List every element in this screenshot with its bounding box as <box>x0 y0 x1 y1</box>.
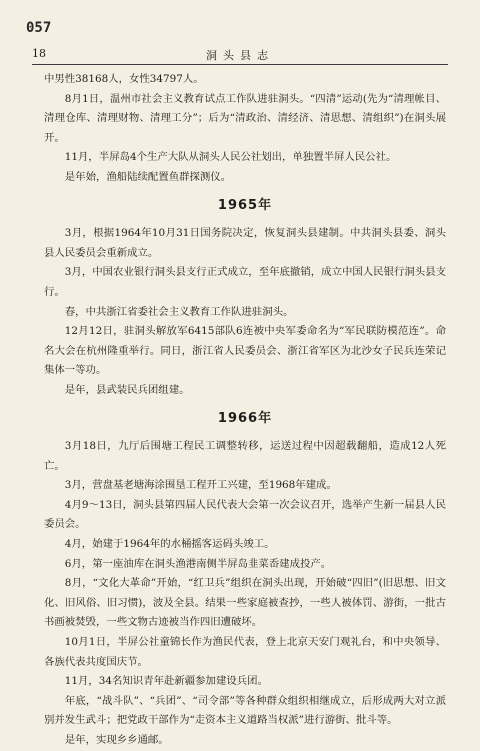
paragraph: 4月9～13日，洞头县第四届人民代表大会第一次会议召开，选举产生新一届县人民委员会。 <box>44 498 446 531</box>
paragraph: 8月，“文化大革命”开始，“红卫兵”组织在洞头出现，开始破“四旧”(旧思想、旧文化、旧风俗、旧习惯)，波及全县。结果一些家庭被查抄，一些人被体罚、游街，一批古书画被焚毁，一些文物古迹被当作四旧遭破坏。 <box>44 577 446 629</box>
paragraph: 3月18日，九厅后围塘工程民工调整转移，运送过程中因超载翻船，造成12人死亡。 <box>44 440 446 472</box>
paragraph: 12月12日，驻洞头解放军6415部队6连被中央军委命名为“军民联防模范连”。命名大会在杭州隆重举行。同日，浙江省人民委员会、浙江省军区为北沙女子民兵连荣记集体一等功。 <box>44 325 446 377</box>
paragraph: 是年始，渔船陆续配置鱼群探测仪。 <box>64 170 232 183</box>
paragraph: 11月，34名知识青年赴新疆参加建设兵团。 <box>64 675 268 688</box>
paragraph: 3月，中国农业银行洞头县支行正式成立，至年底撤销，成立中国人民银行洞头县支行。 <box>44 266 446 298</box>
paragraph: 8月1日，温州市社会主义教育试点工作队进驻洞头。“四清”运动(先为“清理帐目、清理仓库、清理财物、清理工分”；后为“清政治、清经济、清思想、清组织”)在洞头展开。 <box>44 92 446 144</box>
year-heading-1965: 1965年 <box>217 197 273 213</box>
paragraph: 6月，第一座油库在洞头渔港南侧半屏岛韭菜岙建成投产。 <box>64 557 332 570</box>
paragraph: 4月，始建于1964年的水桶摇客运码头竣工。 <box>64 538 275 551</box>
page-stamp: 057 <box>26 20 52 36</box>
page-content <box>44 70 446 751</box>
paragraph: 11月，半屏岛4个生产大队从洞头人民公社划出，单独置半屏人民公社。 <box>64 151 397 164</box>
paragraph: 年底，“战斗队”、“兵团”、“司令部”等各种群众组织相继成立，后形成两大对立派别并发生武斗；把党政干部作为“走资本主义道路当权派”进行游街、批斗等。 <box>44 694 446 727</box>
paragraph: 春，中共浙江省委社会主义教育工作队进驻洞头。 <box>64 305 294 318</box>
page-header <box>32 44 448 65</box>
paragraph: 10月1日，半屏公社童锦长作为渔民代表，登上北京天安门观礼台，和中央领导、各族代表共度国庆节。 <box>44 636 446 668</box>
paragraph: 是年，实现乡乡通邮。 <box>64 734 169 746</box>
year-heading-1966: 1966年 <box>217 410 273 426</box>
book-title: 洞头县志 <box>206 49 274 62</box>
paragraph: 是年，县武装民兵团组建。 <box>64 383 190 396</box>
paragraph: 3月，营盘基老塘海涂围垦工程开工兴建，至1968年建成。 <box>64 479 337 492</box>
paragraph: 中男性38168人，女性34797人。 <box>44 73 204 85</box>
page-number: 18 <box>32 47 46 60</box>
paragraph: 3月，根据1964年10月31日国务院决定，恢复洞头县建制。中共洞头县委、洞头县人民委员会重新成立。 <box>44 227 446 259</box>
